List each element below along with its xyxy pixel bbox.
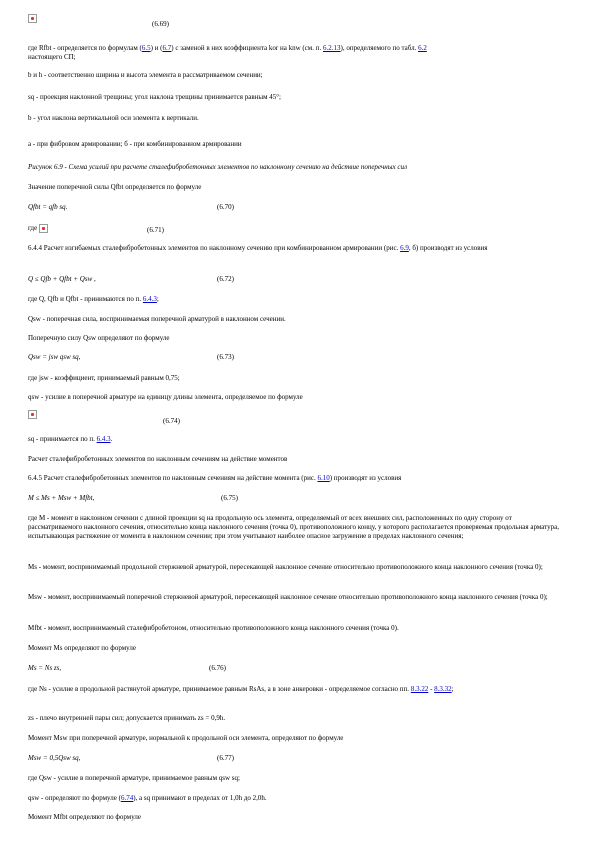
paragraph-qsw-formula: Поперечную силу Qsw определяют по формуле [28, 334, 170, 342]
link-6-4-3[interactable]: 6.4.3 [96, 435, 111, 443]
paragraph-rfbt: где Rfbt - определяется по формулам (6.5) и (6.7) с заменой в них коэффициента kor на knw (см. п. 6.2.13), определяемого по табл. 6.2 [28, 44, 427, 52]
link-6-5[interactable]: 6.5 [141, 44, 151, 52]
paragraph-qsw: Qsw - поперечная сила, воспринимаемая поперечной арматурой в наклонном сечении. [28, 315, 286, 323]
paragraph-zs: zs - плечо внутренней пары сил; допускается принимать zs = 0,9h. [28, 714, 226, 722]
equation-number: (6.71) [147, 226, 164, 234]
paragraph-ns: где Ns - усилие в продольной растянутой арматуре, принимаемое равным RsAs, а в зоне анкеровки - определяемое согласно пп. 8.3.22 - 8.3.32; [28, 685, 454, 693]
paragraph-6-4-5: 6.4.5 Расчет сталефибробетонных элементов по наклонным сечениям на действие момента (рис. 6.10) производят из условия [28, 474, 402, 482]
equation-number: (6.72) [217, 275, 234, 283]
equation-number: (6.69) [152, 20, 169, 28]
paragraph-qsw-unit: qsw - усилие в поперечной арматуре на единицу длины элемента, определяемое по формуле [28, 393, 303, 401]
paragraph-ms-def: Ms - момент, воспринимаемый продольной стержневой арматурой, пересекающей наклонное сечение относительно противоположного конца наклонного сечения (точка 0); [28, 563, 543, 571]
link-6-4-3[interactable]: 6.4.3 [142, 295, 157, 303]
equation-number: (6.75) [221, 494, 238, 502]
broken-image-icon [28, 410, 37, 419]
formula-6-76: Ms = Ns zs, [28, 664, 62, 672]
link-figure-6-10[interactable]: 6.10 [317, 474, 330, 482]
link-6-2-13[interactable]: 6.2.13 [323, 44, 341, 52]
paragraph-sq: sq - проекция наклонной трещины; угол наклона трещины принимается равным 45°; [28, 93, 281, 101]
broken-image-icon [28, 14, 37, 23]
formula-6-69-row [28, 14, 37, 23]
paragraph-beta: b - угол наклона вертикальной оси элемента к вертикали. [28, 114, 199, 122]
equation-number: (6.70) [217, 203, 234, 211]
paragraph-rfbt-cont: настоящего СП; [28, 53, 76, 61]
paragraph-b-h: b и h - соответственно ширина и высота элемента в рассматриваемом сечении; [28, 71, 263, 79]
broken-image-icon [39, 224, 48, 233]
link-8-3-32[interactable]: 8.3.32 [434, 685, 452, 693]
equation-number: (6.73) [217, 353, 234, 361]
formula-6-77: Msw = 0,5Qsw sq, [28, 754, 81, 762]
formula-6-73: Qsw = jsw qsw sq, [28, 353, 81, 361]
paragraph-q-qfb: где Q, Qfb и Qfbt - принимаются по п. 6.4.3; [28, 295, 159, 303]
paragraph-msw-formula: Момент Msw при поперечной арматуре, нормальной к продольной оси элемента, определяют по формуле [28, 734, 344, 742]
formula-6-71-row: где [28, 224, 48, 233]
paragraph-sq-ref: sq - принимается по п. 6.4.3. [28, 435, 113, 443]
paragraph-mfbt-formula: Момент Mfbt определяют по формуле [28, 813, 141, 821]
equation-number: (6.74) [163, 417, 180, 425]
equation-number: (6.76) [209, 664, 226, 672]
paragraph-6-4-4: 6.4.4 Расчет изгибаемых сталефибробетонных элементов по наклонному сечению при комбинированном армировании (рис. 6.9, б) производят из условия [28, 244, 488, 252]
section-heading: Расчет сталефибробетонных элементов по наклонным сечениям на действие моментов [28, 455, 288, 463]
paragraph-qsw-range: qsw - определяют по формуле (6.74), а sq принимают в пределах от 1,0h до 2,0h. [28, 794, 267, 802]
figure-caption: Рисунок 6.9 - Схема усилий при расчете сталефибробетонных элементов по наклонному сечению на действие поперечных сил [28, 163, 408, 171]
paragraph-qsw-force: где Qsw - усилие в поперечной арматуре, принимаемое равным qsw sq; [28, 774, 240, 782]
equation-number: (6.77) [217, 754, 234, 762]
figure-caption-parts: а - при фибровом армировании; б - при комбинированном армировании [28, 140, 242, 148]
paragraph-jsw: где jsw - коэффициент, принимаемый равным 0,75; [28, 374, 180, 382]
formula-6-74-row [28, 410, 37, 419]
paragraph-mfbt-def: Mfbt - момент, воспринимаемый сталефибробетоном, относительно противоположного конца наклонного сечения (точка 0). [28, 624, 399, 632]
link-table-6-2[interactable]: 6.2 [418, 44, 427, 52]
paragraph-m-def: где M - момент в наклонном сечении с длиной проекции sq на продольную ось элемента, определяемый от всех внешних сил, расположенных по одну сторону от рассматриваемого наклонного сечения, относительно конца наклонного сечения (точка 0), противоположного концу, у которого располагается проверяемая продольная арматура, испытывающая растяжение от момента в наклонном сечении; при этом учитывают наиболее опасное загружение в пределах наклонного сечения; [28, 514, 559, 540]
link-8-3-22[interactable]: 8.3.22 [410, 685, 429, 693]
paragraph-ms-formula: Момент Ms определяют по формуле [28, 644, 136, 652]
link-6-74[interactable]: 6.74 [120, 794, 134, 802]
paragraph-qfbt: Значение поперечной силы Qfbt определяется по формуле [28, 183, 202, 191]
link-6-7[interactable]: 6.7 [162, 44, 172, 52]
formula-6-70: Qfbt = qfb sq. [28, 203, 68, 211]
formula-6-72: Q ≤ Qfb + Qfbt + Qsw , [28, 275, 96, 283]
paragraph-msw-def: Msw - момент, воспринимаемый поперечной стержневой арматурой, пересекающей наклонное сечение относительно противоположного конца наклонного сечения (точка 0); [28, 593, 548, 601]
formula-6-75: M ≤ Ms + Msw + Mfbt, [28, 494, 95, 502]
link-figure-6-9[interactable]: 6.9 [400, 244, 409, 252]
